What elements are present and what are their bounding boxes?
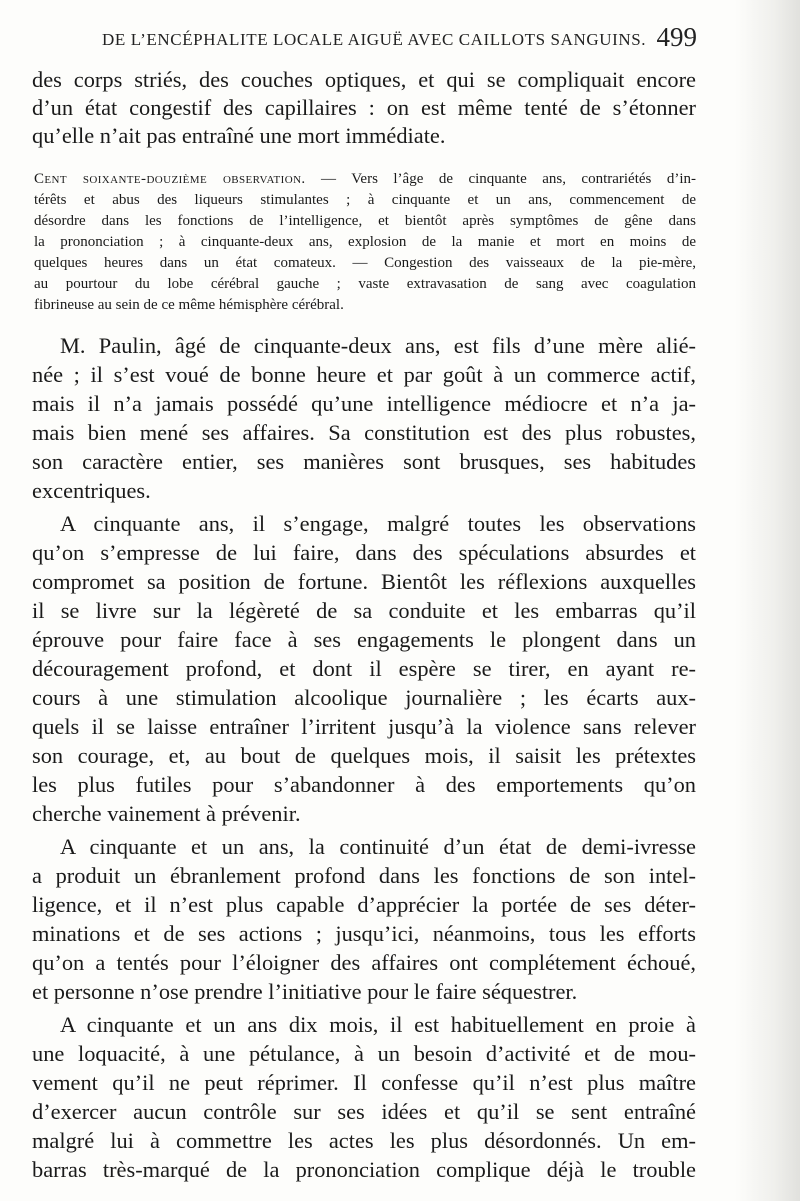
running-head [30, 24, 695, 60]
paragraph-line: cours à une stimulation alcoolique journalière ; les écarts aux- [32, 685, 696, 710]
observation-summary-line: désordre dans les fonctions de l’intelligence, et bientôt après symptômes de gêne dans [34, 213, 696, 229]
paragraph-line: a produit un ébranlement profond dans les fonctions de son intel- [32, 863, 696, 888]
paragraph-line: qu’on s’empresse de lui faire, dans des spéculations absurdes et [32, 540, 696, 565]
paragraph-line: A cinquante et un ans, la continuité d’un état de demi-ivresse [60, 834, 696, 859]
paragraph-line: son caractère entier, ses manières sont brusques, ses habitudes [32, 449, 696, 474]
paragraph-line: vement qu’il ne peut réprimer. Il confesse qu’il n’est plus maître [32, 1070, 696, 1095]
paragraph-line: éprouve pour faire face à ses engagements le plongent dans un [32, 627, 696, 652]
intro-line: qu’elle n’ait pas entraîné une mort immédiate. [32, 123, 446, 148]
observation-heading-rest: — Vers l’âge de cinquante ans, contrariétés d’in- [305, 171, 697, 187]
observation-heading: Cent soixante-douzième observation. [34, 171, 306, 187]
paragraph-line: malgré lui à commettre les actes les plus désordonnés. Un em- [32, 1128, 696, 1153]
paragraph-line: cherche vainement à prévenir. [32, 801, 301, 826]
running-title: DE L’ENCÉPHALITE LOCALE AIGUË AVEC CAILLOTS SANGUINS. [102, 30, 647, 49]
paragraph-line: il se livre sur la légèreté de sa conduite et les embarras qu’il [32, 598, 696, 623]
paragraph-line: excentriques. [32, 478, 151, 503]
paragraph-line: qu’on a tentés pour l’éloigner des affaires ont complétement échoué, [32, 950, 696, 975]
intro-line: des corps striés, des couches optiques, et qui se compliquait encore [32, 67, 696, 92]
paragraph-line: ligence, et il n’est plus capable d’apprécier la portée de ses déter- [32, 892, 696, 917]
observation-summary-first-line [34, 170, 696, 189]
paragraph-line: barras très-marqué de la prononciation complique déjà le trouble [32, 1157, 696, 1182]
paragraph-line: les plus futiles pour s’abandonner à des emportements qu’on [32, 772, 696, 797]
paragraph-line: M. Paulin, âgé de cinquante-deux ans, est fils d’une mère alié- [60, 333, 696, 358]
paragraph-line: et personne n’ose prendre l’initiative pour le faire séquestrer. [32, 979, 578, 1004]
show-through-edge [735, 0, 800, 1201]
paragraph-line: mais il n’a jamais possédé qu’une intelligence médiocre et n’a ja- [32, 391, 696, 416]
paragraph-line: minations et de ses actions ; jusqu’ici, néanmoins, tous les efforts [32, 921, 696, 946]
paragraph-line: quels il se laisse entraîner l’irritent jusqu’à la violence sans relever [32, 714, 696, 739]
paragraph-line: née ; il s’est voué de bonne heure et par goût à un commerce actif, [32, 362, 696, 387]
paragraph-line: d’exercer aucun contrôle sur ses idées et qu’il se sent entraîné [32, 1099, 696, 1124]
paragraph-line: découragement profond, et dont il espère se tirer, en ayant re- [32, 656, 696, 681]
observation-summary-line: térêts et abus des liqueurs stimulantes ; à cinquante et un ans, commencement de [34, 192, 696, 208]
intro-line: d’un état congestif des capillaires : on est même tenté de s’étonner [32, 95, 696, 120]
paragraph-line: A cinquante ans, il s’engage, malgré toutes les observations [60, 511, 696, 536]
paragraph-line: une loquacité, à une pétulance, à un besoin d’activité et de mou- [32, 1041, 696, 1066]
paragraph-line: mais bien mené ses affaires. Sa constitution est des plus robustes, [32, 420, 696, 445]
observation-summary-line: fibrineuse au sein de ce même hémisphère cérébral. [34, 297, 344, 313]
page-number: 499 [656, 22, 697, 52]
observation-summary-line: quelques heures dans un état comateux. — Congestion des vaisseaux de la pie-mère, [34, 255, 696, 271]
paragraph-line: compromet sa position de fortune. Bientôt les réflexions auxquelles [32, 569, 696, 594]
observation-summary-line: au pourtour du lobe cérébral gauche ; vaste extravasation de sang avec coagulation [34, 276, 696, 292]
observation-summary-line: la prononciation ; à cinquante-deux ans, explosion de la manie et mort en moins de [34, 234, 696, 250]
paragraph-line: son courage, et, au bout de quelques mois, il saisit les prétextes [32, 743, 696, 768]
paragraph-line: A cinquante et un ans dix mois, il est habituellement en proie à [60, 1012, 696, 1037]
